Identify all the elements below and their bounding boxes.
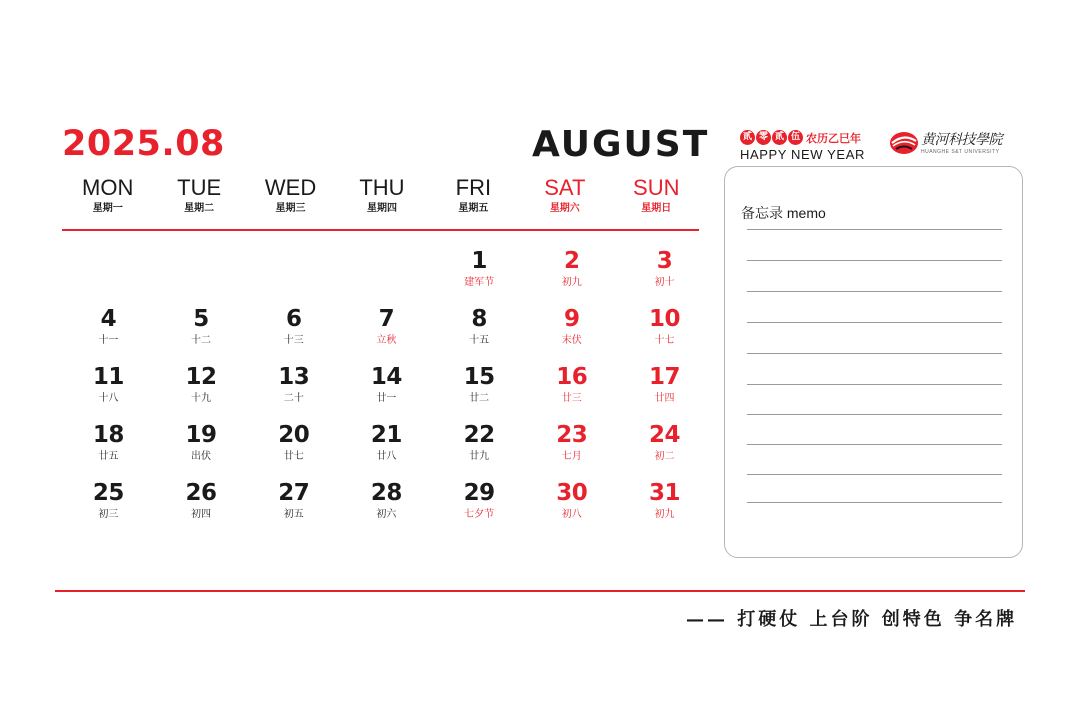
day-cell-empty	[155, 246, 248, 304]
weekday-sun	[611, 174, 702, 216]
header-divider	[62, 229, 699, 231]
weekday-en: TUE	[177, 175, 222, 200]
day-number: 7	[378, 306, 395, 332]
day-cell	[525, 246, 618, 304]
day-cell	[247, 420, 340, 478]
weekday-mon	[62, 174, 153, 216]
memo-line	[747, 414, 1002, 415]
day-cell	[433, 420, 526, 478]
lunar-date: 立秋	[376, 335, 397, 346]
lunar-date: 十三	[283, 335, 304, 346]
day-number: 1	[471, 248, 487, 274]
lunar-date: 七月	[561, 451, 582, 462]
memo-line	[747, 260, 1002, 261]
lunar-year-label: 农历乙巳年	[806, 131, 861, 145]
weekday-cn: 星期六	[549, 203, 580, 214]
calendar-grid	[62, 246, 712, 536]
day-cell	[340, 304, 433, 362]
lunar-date: 十五	[469, 335, 490, 346]
lunar-date: 初四	[191, 509, 212, 520]
weekday-cn: 星期四	[366, 203, 397, 214]
memo-line	[747, 474, 1002, 475]
memo-line	[747, 444, 1002, 445]
day-cell	[155, 420, 248, 478]
happy-new-year-label: HAPPY NEW YEAR	[740, 147, 865, 162]
day-number: 21	[370, 422, 402, 448]
day-cell	[62, 420, 155, 478]
day-number: 6	[285, 306, 302, 332]
day-number: 19	[185, 422, 217, 448]
month-name-title: AUGUST	[532, 124, 710, 165]
day-number: 14	[370, 364, 402, 390]
day-number: 26	[185, 480, 217, 506]
day-cell	[340, 478, 433, 536]
day-number: 20	[278, 422, 310, 448]
weekday-cn: 星期日	[641, 203, 672, 214]
school-subtitle: HUANGHE S&T UNIVERSITY	[921, 149, 1000, 155]
day-number: 25	[92, 480, 124, 506]
lunar-date: 初三	[98, 509, 119, 520]
day-cell	[433, 478, 526, 536]
new-year-banner	[740, 129, 865, 162]
day-number: 2	[564, 248, 580, 274]
day-cell	[62, 304, 155, 362]
weekday-cn: 星期五	[458, 203, 489, 214]
day-cell	[247, 362, 340, 420]
memo-line	[747, 322, 1002, 323]
day-number: 10	[648, 306, 680, 332]
lunar-date: 初九	[561, 277, 582, 288]
day-number: 18	[92, 422, 124, 448]
day-cell	[62, 362, 155, 420]
day-number: 9	[564, 306, 580, 332]
year-digit-circle: 贰	[740, 130, 755, 145]
day-number: 12	[185, 364, 217, 390]
weekday-en: WED	[264, 175, 317, 200]
day-cell-empty	[62, 246, 155, 304]
day-cell	[247, 478, 340, 536]
weekday-en: SUN	[633, 175, 680, 200]
day-number: 16	[556, 364, 588, 390]
lunar-date: 末伏	[561, 335, 582, 346]
lunar-date: 廿一	[376, 393, 397, 404]
lunar-date: 廿五	[98, 451, 119, 462]
lunar-date: 十七	[654, 335, 675, 346]
day-cell	[62, 478, 155, 536]
memo-line	[747, 502, 1002, 503]
day-cell	[618, 362, 711, 420]
weekday-cn: 星期一	[92, 203, 123, 214]
lunar-date: 廿九	[469, 451, 490, 462]
day-number: 31	[648, 480, 680, 506]
lunar-date: 建军节	[464, 277, 495, 288]
year-digit-circle: 贰	[772, 130, 787, 145]
day-cell	[433, 362, 526, 420]
day-number: 17	[648, 364, 680, 390]
day-cell	[155, 304, 248, 362]
lunar-date: 初十	[654, 277, 675, 288]
lunar-date: 廿四	[654, 393, 675, 404]
memo-line	[747, 291, 1002, 292]
weekday-en: SAT	[544, 175, 586, 200]
memo-title: 备忘录 memo	[741, 205, 826, 221]
day-cell	[525, 304, 618, 362]
memo-line	[747, 384, 1002, 385]
lunar-date: 廿二	[469, 393, 490, 404]
day-number: 5	[193, 306, 209, 332]
year-digit-circle: 伍	[788, 130, 803, 145]
lunar-date: 初九	[654, 509, 675, 520]
weekday-header-row	[62, 174, 702, 216]
school-logo-block	[889, 128, 1014, 160]
lunar-date: 初二	[654, 451, 675, 462]
day-cell	[525, 478, 618, 536]
memo-line	[747, 353, 1002, 354]
day-cell	[340, 420, 433, 478]
year-digit-circle: 零	[756, 130, 771, 145]
lunar-date: 出伏	[191, 451, 212, 462]
day-cell	[155, 478, 248, 536]
day-number: 24	[648, 422, 680, 448]
day-number: 3	[656, 248, 673, 274]
lunar-date: 十八	[98, 393, 119, 404]
weekday-wed	[245, 174, 336, 216]
lunar-date: 初五	[283, 509, 304, 520]
day-number: 22	[463, 422, 495, 448]
year-month-title: 2025.08	[62, 124, 225, 164]
day-number: 4	[100, 306, 117, 332]
lunar-date: 十一	[98, 335, 119, 346]
lunar-date: 初八	[561, 509, 582, 520]
day-cell	[618, 246, 711, 304]
day-cell	[340, 362, 433, 420]
memo-panel	[724, 166, 1023, 558]
weekday-cn: 星期二	[184, 203, 215, 214]
day-number: 11	[92, 364, 124, 390]
weekday-cn: 星期三	[275, 203, 306, 214]
lunar-date: 十二	[191, 335, 212, 346]
school-emblem-icon	[889, 128, 919, 158]
weekday-en: THU	[359, 175, 405, 200]
school-name: 黄河科技學院	[921, 132, 1002, 148]
day-cell	[618, 478, 711, 536]
day-cell	[433, 246, 526, 304]
day-cell	[618, 304, 711, 362]
day-number: 29	[463, 480, 495, 506]
day-cell	[618, 420, 711, 478]
lunar-date: 十九	[191, 393, 212, 404]
weekday-fri	[428, 174, 519, 216]
weekday-sat	[519, 174, 610, 216]
lunar-date: 七夕节	[464, 509, 495, 520]
memo-line	[747, 229, 1002, 230]
footer-divider	[55, 590, 1025, 592]
day-cell	[525, 362, 618, 420]
lunar-date: 二十	[283, 393, 304, 404]
weekday-tue	[153, 174, 244, 216]
lunar-date: 廿八	[376, 451, 397, 462]
day-number: 30	[556, 480, 588, 506]
day-cell	[525, 420, 618, 478]
day-number: 15	[463, 364, 495, 390]
lunar-date: 廿三	[561, 393, 582, 404]
weekday-en: FRI	[455, 175, 492, 200]
day-cell-empty	[340, 246, 433, 304]
day-cell	[433, 304, 526, 362]
lunar-date: 廿七	[283, 451, 304, 462]
day-cell	[247, 304, 340, 362]
day-number: 28	[370, 480, 402, 506]
footer-slogan: —— 打硬仗 上台阶 创特色 争名牌	[686, 609, 1018, 630]
day-number: 13	[278, 364, 310, 390]
day-cell	[155, 362, 248, 420]
weekday-en: MON	[82, 175, 134, 200]
day-cell-empty	[247, 246, 340, 304]
day-number: 8	[471, 306, 487, 332]
day-number: 23	[556, 422, 588, 448]
day-number: 27	[278, 480, 310, 506]
weekday-thu	[336, 174, 427, 216]
lunar-date: 初六	[376, 509, 397, 520]
